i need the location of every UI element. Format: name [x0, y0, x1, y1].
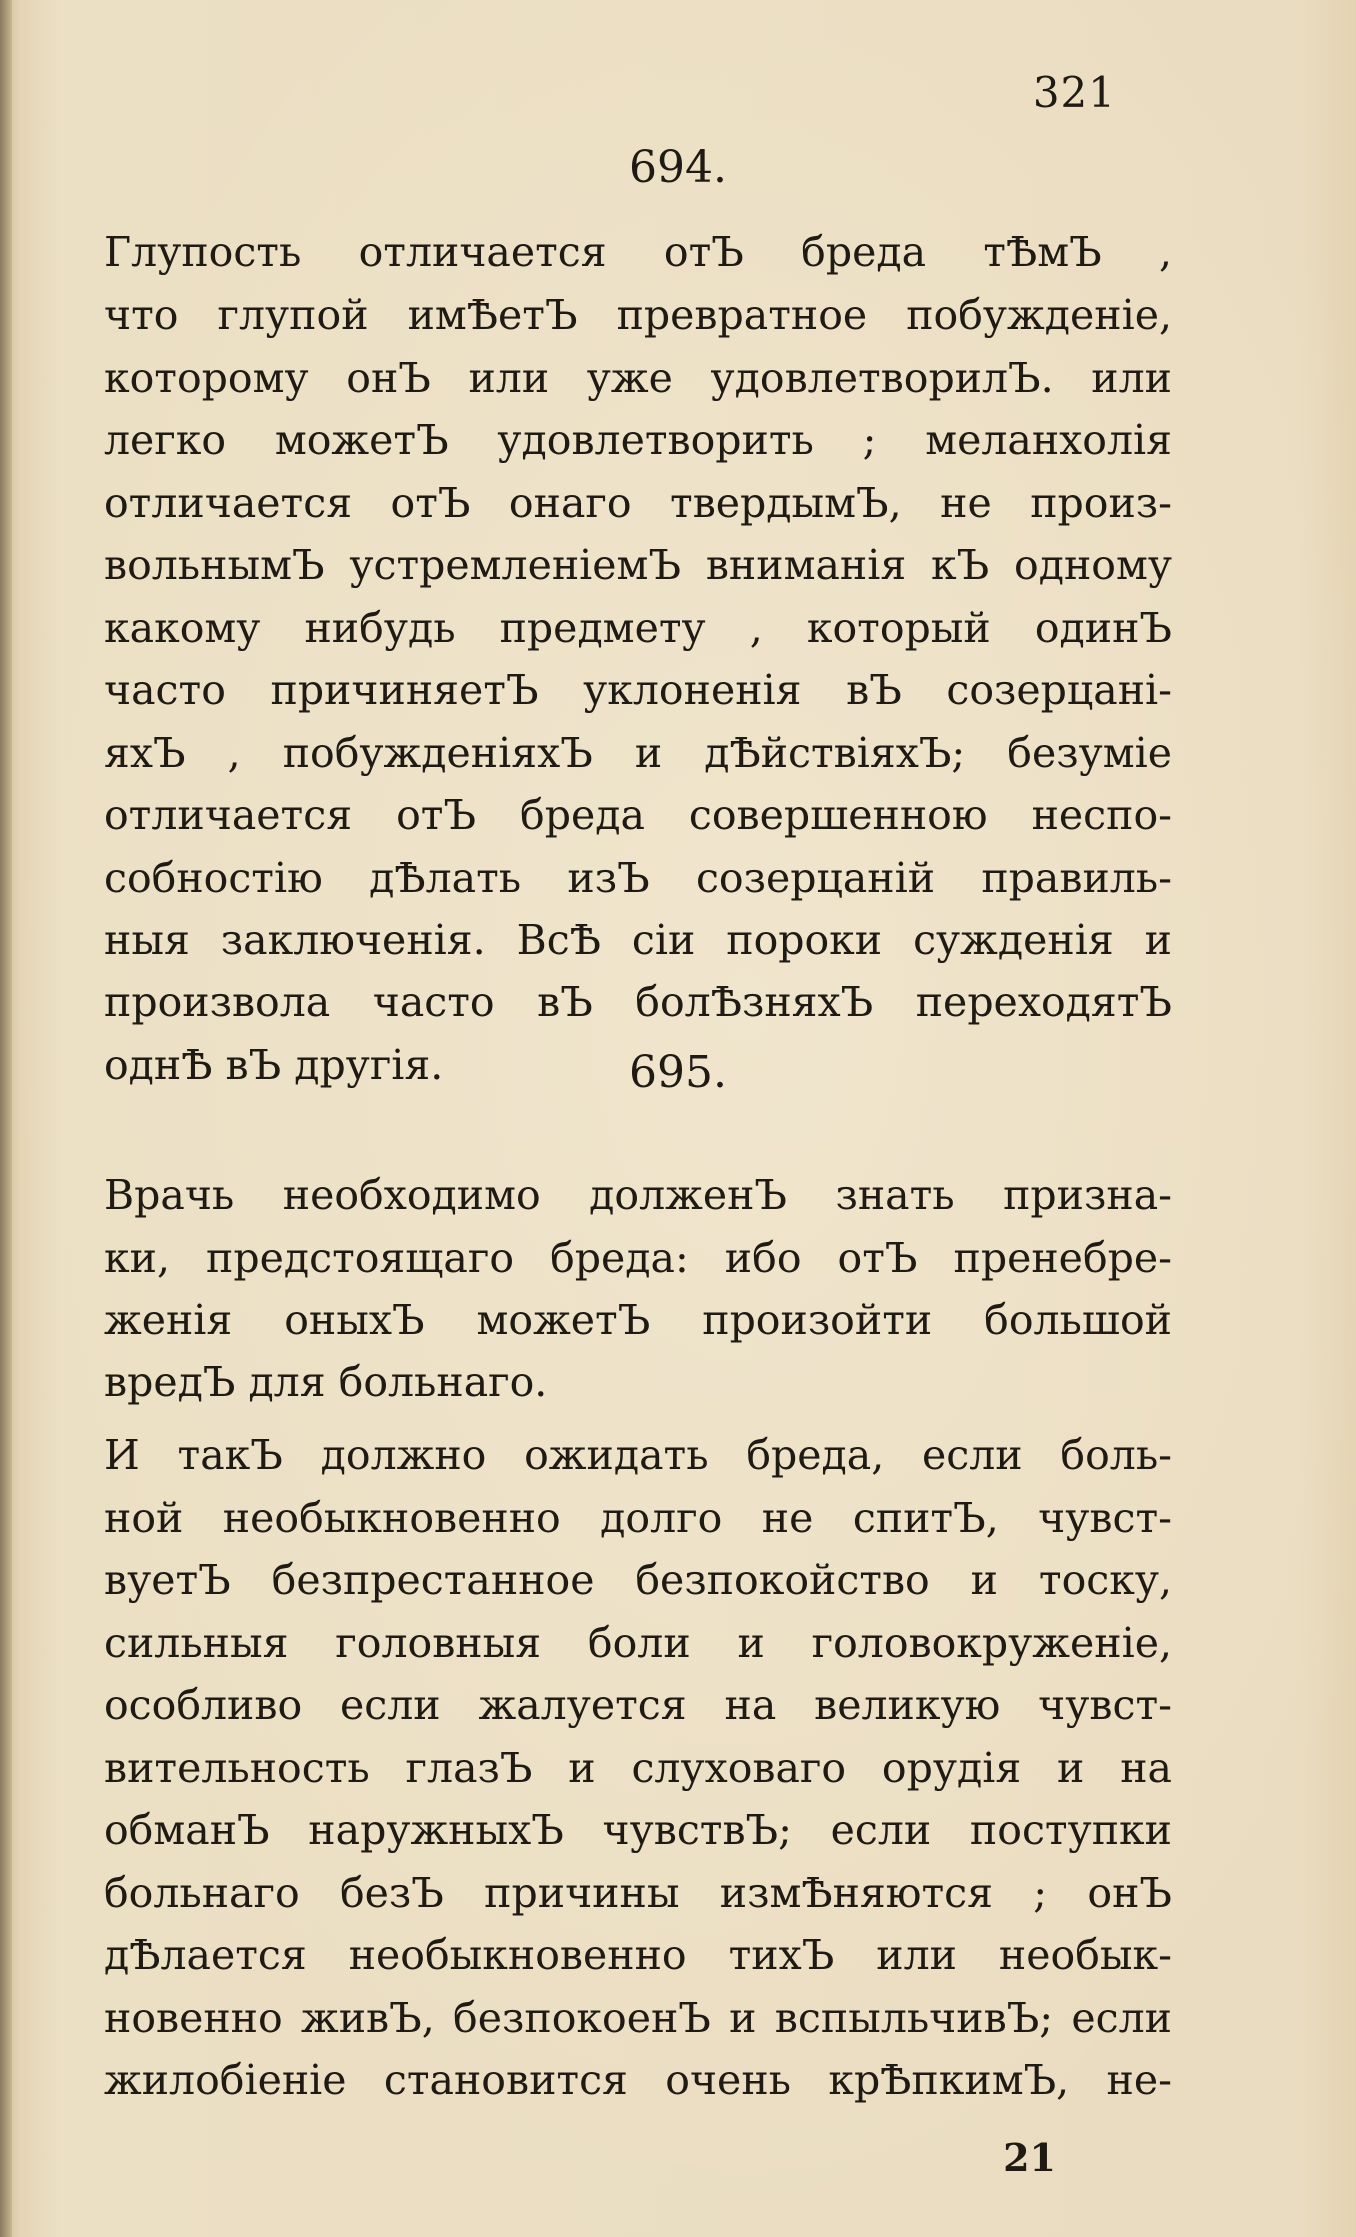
text-line: ныя заключенія. ВсѢ сіи пороки сужденія и — [104, 916, 1172, 964]
section-number-695: 695. — [629, 1047, 727, 1098]
text-line: жилобіеніе становится очень крѢпкимЪ, не- — [104, 2056, 1172, 2104]
text-line: Врачь необходимо долженЪ знать призна- — [104, 1171, 1172, 1219]
text-line: однѢ вЪ другія. — [104, 1041, 444, 1089]
text-line: Глупость отличается отЪ бреда тѢмЪ , — [104, 228, 1172, 276]
text-line: собностію дѢлать изЪ созерцаній правиль- — [104, 854, 1172, 902]
text-line: яхЪ , побужденіяхЪ и дѢйствіяхЪ; безуміе — [104, 729, 1172, 777]
section-number-694: 694. — [629, 142, 727, 193]
text-line: сильныя головныя боли и головокруженіе, — [104, 1619, 1172, 1667]
text-line: какому нибудь предмету , который одинЪ — [104, 604, 1172, 652]
text-line: вуетЪ безпрестанное безпокойство и тоску, — [104, 1556, 1172, 1604]
text-line: вольнымЪ устремленіемЪ вниманія кЪ одному — [104, 541, 1172, 589]
text-line: И такЪ должно ожидать бреда, если боль- — [104, 1431, 1172, 1479]
text-line: часто причиняетЪ уклоненія вЪ созерцані- — [104, 666, 1172, 714]
signature-mark: 21 — [1003, 2135, 1056, 2180]
text-line: что глупой имѢетЪ превратное побужденіе, — [104, 291, 1172, 339]
text-line: обманЪ наружныхЪ чувствЪ; если поступки — [104, 1806, 1172, 1854]
text-line: отличается отЪ онаго твердымЪ, не произ- — [104, 479, 1172, 527]
text-line: особливо если жалуется на великую чувст- — [104, 1681, 1172, 1729]
text-line: отличается отЪ бреда совершенною неспо- — [104, 791, 1172, 839]
text-line: ки, предстоящаго бреда: ибо отЪ пренебре- — [104, 1234, 1172, 1282]
text-line: женія оныхЪ можетЪ произойти большой — [104, 1296, 1172, 1344]
text-line: произвола часто вЪ болѢзняхЪ переходятЪ — [104, 978, 1172, 1026]
text-line: которому онЪ или уже удовлетворилЪ. или — [104, 354, 1172, 402]
text-line: больнаго безЪ причины измѢняются ; онЪ — [104, 1869, 1172, 1917]
text-line: легко можетЪ удовлетворить ; меланхолія — [104, 416, 1172, 464]
text-line: вительность глазЪ и слуховаго орудія и на — [104, 1744, 1172, 1792]
page-spine-edge — [0, 0, 12, 2237]
page-number: 321 — [1032, 68, 1116, 117]
text-line: дѢлается необыкновенно тихЪ или необык- — [104, 1931, 1172, 1979]
text-line: вредЪ для больнаго. — [104, 1358, 548, 1406]
text-line: ной необыкновенно долго не спитЪ, чувст- — [104, 1494, 1172, 1542]
text-line: новенно живЪ, безпокоенЪ и вспыльчивЪ; если — [104, 1994, 1172, 2042]
